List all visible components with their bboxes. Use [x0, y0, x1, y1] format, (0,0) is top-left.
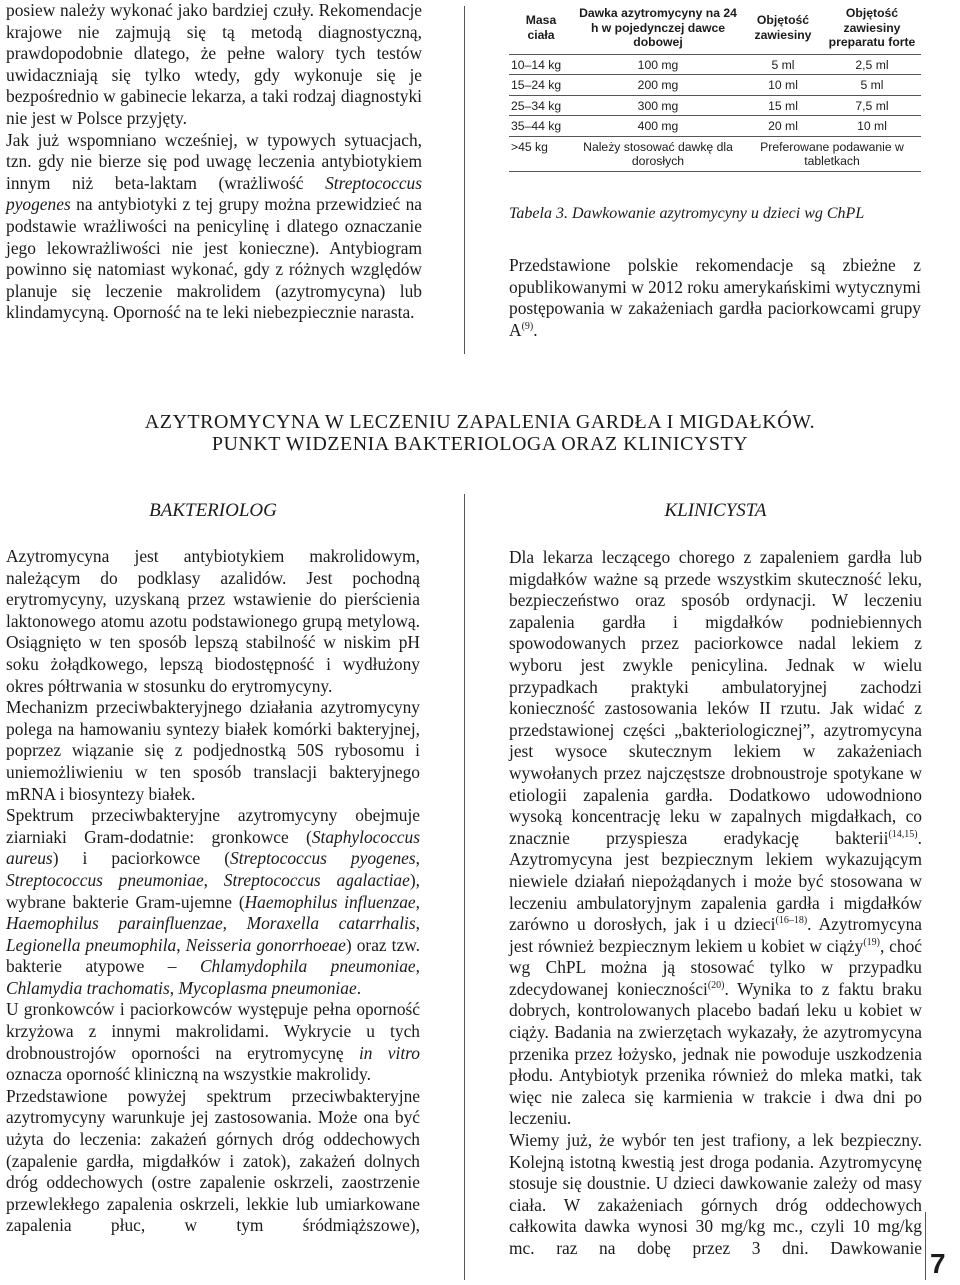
cell-mass: 25–34 kg — [509, 95, 573, 116]
text-run: ) i paciorkowce ( — [52, 848, 231, 869]
text-run: ), wybrane bakterie Gram-ujemne ( — [6, 869, 420, 912]
paragraph — [6, 805, 420, 999]
text-run: . — [356, 977, 362, 998]
text-run: Azytromycyna jest antybiotykiem makrolidowym, należącym do podklasy azalidów. Jest pochodną erytromycyny, uzyskaną przez wstawienie do pierścienia laktonowego atomu azotu podstawionego grupą metylową. Osiągnięto w ten sposób lepszą stabilność w niskim pH soku żołądkowego, lepszą biodostępność i wydłużony okres półtrwania w stosunku do erytromycyny. — [6, 546, 420, 696]
page-number-rule — [925, 1212, 926, 1280]
text-run: . Azytromycyna jest bezpiecznym lekiem wykazującym niewiele działań niepożądanych i może być stosowana w leczeniu ambulatoryjnym zapalenia gardła i migdałków zarówno u dorosłych, jak i u dzieci — [509, 827, 922, 935]
italic-term: Streptococcus pyogenes — [230, 848, 416, 869]
text-run: . Azytromycyna jest również bezpiecznym lekiem u kobiet w ciąży — [509, 914, 922, 956]
text-run: , — [415, 956, 420, 977]
citation-ref: (19) — [863, 936, 880, 948]
page-number: 7 — [930, 1248, 946, 1279]
paragraph — [6, 697, 420, 805]
bottom-column-divider — [464, 494, 465, 1280]
citation-ref: (9) — [521, 320, 534, 332]
italic-term: Chlamydia trachomatis — [6, 977, 170, 998]
text-run: na antybiotyki z tej grupy można przewidzieć na podstawie wrażliwości na penicylinę i dlatego oznaczanie jego lekowrażliwości nie jest konieczne). Antybiogram powinno się natomiast wykonać, gdy z różnych względów planuje się leczenie makrolidem (azytromycyna) lub klindamycyną. Oporność na te leki niebezpiecznie narasta. — [6, 194, 422, 323]
text-run: . Wynika to z faktu braku dobrych, kontrolowanych placebo badań leku u kobiet w ciąży. Badania na zwierzętach wykazały, że azytromycyna przenika przez łożysko, jednak nie powoduje uszkodzenia płodu. Antybiotyk przenika również do mleka matki, tak więc nie zaleca się karmienia w trakcie i dwa dni po leczeniu. — [509, 978, 922, 1129]
table-row — [509, 54, 921, 75]
italic-term: Streptococcus pneumoniae — [6, 869, 204, 890]
italic-term: Haemophilus parainfluenzae — [6, 913, 223, 934]
cell-dose: 300 mg — [573, 95, 743, 116]
text-run: Przedstawione powyżej spektrum przeciwbakteryjne azytromycyny warunkuje jej zastosowania. Może ona być użyta do leczenia: zakażeń górnych dróg oddechowych (zapalenie gardła, migdałków i zatok), zakażeń dolnych dróg oddechowych (ostre zapalenie oskrzeli, zaostrzenie przewlekłego zapalenia oskrzeli, lekkie lub umiarkowane zapalenia płuc, w tym śródmiąższowe), — [6, 1085, 420, 1236]
cell-volume-forte: 7,5 ml — [823, 95, 921, 116]
text-run: Spektrum przeciwbakteryjne azytromycyny obejmuje ziarniaki Gram-dodatnie: gronkowce ( — [6, 805, 420, 847]
italic-term: Streptococcus agalactiae — [223, 869, 410, 890]
table-row — [509, 95, 921, 116]
text-run: . — [533, 319, 538, 340]
italic-term: Haemophilus influenzae — [244, 891, 416, 912]
section-heading-line-2: PUNKT WIDZENIA BAKTERIOLOGA ORAZ KLINICYSTY — [211, 433, 749, 455]
text-run: Wiemy już, że wybór ten jest trafiony, a lek bezpieczny. Kolejną istotną kwestią jest droga podania. Azytromycynę stosuje się doustnie. U dzieci dawkowanie zależy od masy ciała. W zakażeniach górnych dróg oddechowych całkowita dawka wynosi 30 mg/kg mc., czyli 10 mg/kg mc. raz na dobę przez 3 dni. Dawkowanie — [509, 1130, 922, 1258]
top-left-text — [6, 0, 422, 324]
header-mass: Masa ciała — [509, 6, 573, 54]
header-dose: Dawka azytromycyny na 24 h w pojedynczej dawce dobowej — [573, 6, 743, 54]
italic-term: Legionella pneumophila — [6, 934, 177, 955]
cell-note: Preferowane podawanie w tabletkach — [743, 136, 921, 171]
column-title-bakteriolog: BAKTERIOLOG — [149, 500, 277, 521]
paragraph — [509, 1130, 922, 1260]
dosage-table-header-row — [509, 6, 921, 54]
text-run: , — [203, 869, 224, 890]
top-column-divider — [464, 6, 465, 354]
text-run: Jak już wspomniano wcześniej, w typowych sytuacjach, tzn. gdy nie bierze się pod uwagę leczenia antybiotykiem innym niż beta-laktam (wrażliwość — [6, 129, 422, 193]
cell-volume: 15 ml — [743, 95, 823, 116]
table-caption: Tabela 3. Dawkowanie azytromycyny u dzieci wg ChPL — [509, 205, 865, 222]
text-run: posiew należy wykonać jako bardziej czuły. Rekomendacje krajowe nie zajmują się tą metodą diagnostyczną, prawdopodobnie dlatego, że pełne walory tych testów uwidaczniają się tylko wtedy, gdy wykonuje się je bezpośrednio w gabinecie lekarza, a taki rodzaj diagnostyki nie jest w Polsce przyjęty. — [6, 0, 422, 128]
citation-ref: (14,15) — [888, 828, 918, 840]
header-volume: Objętość zawiesiny — [743, 6, 823, 54]
text-run: , — [169, 977, 179, 998]
citation-ref: (20) — [707, 980, 725, 992]
klinicysta-text — [509, 547, 922, 1260]
cell-volume: 5 ml — [743, 54, 823, 75]
text-run: Dla lekarza leczącego chorego z zapaleniem gardła lub migdałków ważne są przede wszystkim skuteczność leku, bezpieczeństwo oraz sposób ordynacji. W leczeniu zapalenia gardła i migdałków podniebiennych spowodowanych przez paciorkowce nadal lekiem z wyboru jest zwykle penicylina. Jednak w wielu przypadkach praktyki ambulatoryjnej zachodzi konieczność zastosowania leków II rzutu. Jak widać z przedstawionej części „bakteriologicznej”, azytromycyna jest wysoce skutecznym lekiem w zakażeniach wywołanych przez najczęstsze drobnoustroje spotykane w etiologii zapalenia gardła. Dodatkowo udowodniono wysoką koncentrację leku w zapalnych migdałkach, co znacznie przyspiesza eradykację bakterii — [509, 547, 922, 848]
text-run: oznacza oporność kliniczną na wszystkie makrolidy. — [6, 1064, 371, 1085]
paragraph — [509, 255, 921, 341]
paragraph — [6, 546, 420, 697]
text-run: , — [415, 913, 420, 934]
cell-volume: 20 ml — [743, 116, 823, 137]
italic-term: Staphylococcus aureus — [6, 826, 420, 869]
paragraph — [6, 130, 422, 324]
table-row — [509, 136, 921, 171]
paragraph — [6, 999, 420, 1085]
table-row — [509, 75, 921, 96]
text-run: U gronkowców i paciorkowców występuje pełna oporność krzyżowa z innymi makrolidami. Wykrycie u tych drobnoustrojów oporności na erytromycynę — [6, 999, 420, 1063]
italic-term: Chlamydophila pneumoniae — [199, 956, 416, 977]
text-run: ) oraz tzw. bakterie atypowe – — [6, 934, 420, 977]
paragraph — [6, 1086, 420, 1237]
cell-mass: 35–44 kg — [509, 116, 573, 137]
text-run: Mechanizm przeciwbakteryjnego działania azytromycyny polega na hamowaniu syntezy białek komórki bakteryjnej, poprzez wiązanie się z podjednostką 50S rybosomu i uniemożliwieniu w ten sposób translacji bakteryjnego mRNA i biosyntezy białek. — [6, 697, 420, 804]
italic-term: Moraxella catarrhalis — [246, 913, 416, 934]
citation-ref: (16–18) — [775, 915, 808, 927]
italic-term: Neisseria gonorrhoeae — [185, 934, 346, 955]
italic-term: Streptococcus pyogenes — [6, 172, 422, 215]
cell-volume-forte: 5 ml — [823, 75, 921, 96]
text-run: , — [415, 848, 421, 869]
paragraph — [6, 0, 422, 130]
text-run: , — [415, 891, 420, 912]
cell-dose: 200 mg — [573, 75, 743, 96]
cell-mass: 10–14 kg — [509, 54, 573, 75]
cell-dose: 400 mg — [573, 116, 743, 137]
column-title-klinicysta: KLINICYSTA — [664, 500, 767, 521]
cell-mass: 15–24 kg — [509, 75, 573, 96]
bakteriolog-text — [6, 546, 420, 1237]
cell-dose: Należy stosować dawkę dla dorosłych — [573, 136, 743, 171]
cell-volume-forte: 10 ml — [823, 116, 921, 137]
header-volume-forte: Objętość zawiesiny preparatu forte — [823, 6, 921, 54]
cell-volume: 10 ml — [743, 75, 823, 96]
right-intro-text — [509, 255, 921, 341]
text-run: Przedstawione polskie rekomendacje są zbieżne z opublikowanymi w 2012 roku amerykańskimi wytycznymi postępowania w zakażeniach gardła paciorkowcami grupy A — [509, 255, 922, 340]
table-row — [509, 116, 921, 137]
paragraph — [509, 547, 922, 1130]
section-heading-line-1: AZYTROMYCYNA W LECZENIU ZAPALENIA GARDŁA I MIGDAŁKÓW. — [144, 411, 816, 433]
cell-dose: 100 mg — [573, 54, 743, 75]
cell-volume-forte: 2,5 ml — [823, 54, 921, 75]
text-run: , choć wg ChPL można ją stosować tylko w przypadku zdecydowanej konieczności — [509, 935, 922, 999]
text-run: , — [176, 934, 186, 955]
cell-mass: >45 kg — [509, 136, 573, 171]
dosage-table — [509, 6, 921, 172]
italic-term: Mycoplasma pneumoniae — [178, 977, 357, 998]
text-run: , — [222, 913, 247, 934]
italic-term: in vitro — [358, 1042, 420, 1063]
